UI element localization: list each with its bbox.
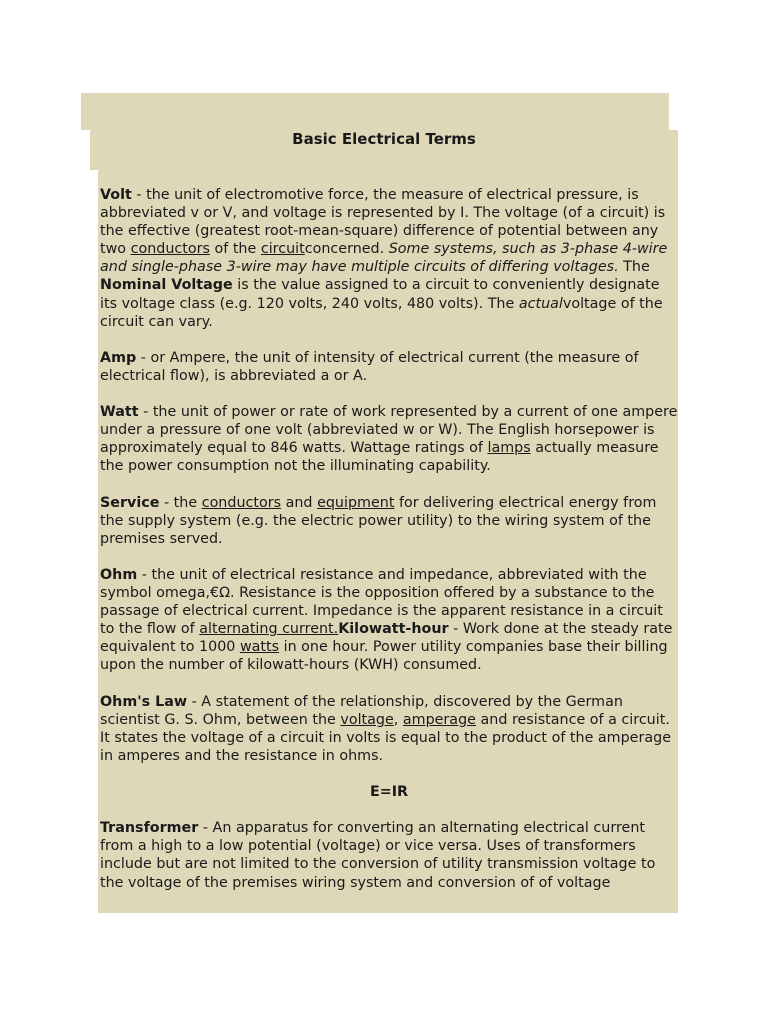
page-title: Basic Electrical Terms (292, 130, 476, 148)
page-background-top (81, 93, 669, 130)
link-voltage[interactable]: voltage (340, 711, 394, 728)
term-watt: Watt (100, 404, 139, 421)
term-transformer: Transformer (100, 820, 199, 837)
link-conductors-2[interactable]: conductors (201, 494, 282, 511)
ohm-paragraph: Ohm - the unit of electrical resistance and impedance, abbreviated with the symbol omega,€Ω. Resistance is the opposition offered by a substance to the passage of electrical current. Impedance is the apparent resistance in a circuit to the flow of alternating current.Kilowatt-hour - Work done at the steady rate equivalent to 1000 watts in one hour. Power utility companies base their billing upon the number of kilowatt-hours (KWH) consumed. (100, 566, 673, 674)
term-volt: Volt (100, 187, 132, 203)
term-ohms-law: Ohm's Law (100, 693, 188, 710)
link-circuit[interactable]: circuit (260, 241, 305, 258)
amp-paragraph: Amp - or Ampere, the unit of intensity of electrical current (the measure of electrical flow), is abbreviated a or A. (100, 349, 639, 384)
volt-paragraph: Volt - the unit of electromotive force, the measure of electrical pressure, is abbreviated v or V, and voltage is represented by I. The voltage (of a circuit) is the effective (greatest root-mean-square) difference of potential between any two conductors of the circuitconcerned. Some systems, such as 3-phase 4-wire and single-phase 3-wire may have multiple circuits of differing voltages. The Nominal Voltage is the value assigned to a circuit to conveniently designate its voltage class (e.g. 120 volts, 240 volts, 480 volts). The actualvoltage of the circuit can vary. (100, 187, 668, 330)
term-kilowatt-hour: Kilowatt-hour (338, 621, 449, 638)
term-nominal-voltage: Nominal Voltage (100, 277, 233, 294)
link-alternating-current[interactable]: alternating current. (199, 621, 339, 638)
link-lamps[interactable]: lamps (487, 440, 531, 457)
ohms-law-formula: E=IR (369, 784, 409, 801)
term-service: Service (100, 494, 160, 511)
link-watts[interactable]: watts (239, 639, 280, 656)
term-ohm: Ohm (100, 566, 138, 583)
link-equipment[interactable]: equipment (317, 494, 395, 511)
ohms-law-paragraph: Ohm's Law - A statement of the relationship, discovered by the German scientist G. S. Ohm, between the voltage, amperage and resistance of a circuit. It states the voltage of a circuit in volts is equal to the product of the amperage in amperes and the resistance in ohms. (100, 693, 671, 764)
link-amperage[interactable]: amperage (402, 711, 476, 728)
watt-paragraph: Watt - the unit of power or rate of work represented by a current of one ampere under a pressure of one volt (abbreviated w or W). The English horsepower is approximately equal to 846 watts. Wattage ratings of lamps actually measure the power consumption not the illuminating capability. (100, 404, 678, 475)
document-body (100, 186, 678, 913)
link-conductors[interactable]: conductors (130, 241, 210, 258)
term-amp: Amp (100, 349, 137, 366)
service-paragraph: Service - the conductors and equipment for delivering electrical energy from the supply system (e.g. the electric power utility) to the wiring system of the premises served. (100, 494, 657, 547)
transformer-paragraph: Transformer - An apparatus for converting an alternating electrical current from a high to a low potential (voltage) or vice versa. Uses of transformers include but are not limited to the conversion of utility transmission voltage to the voltage of the premises wiring system and conversion of of voltage (100, 820, 656, 891)
